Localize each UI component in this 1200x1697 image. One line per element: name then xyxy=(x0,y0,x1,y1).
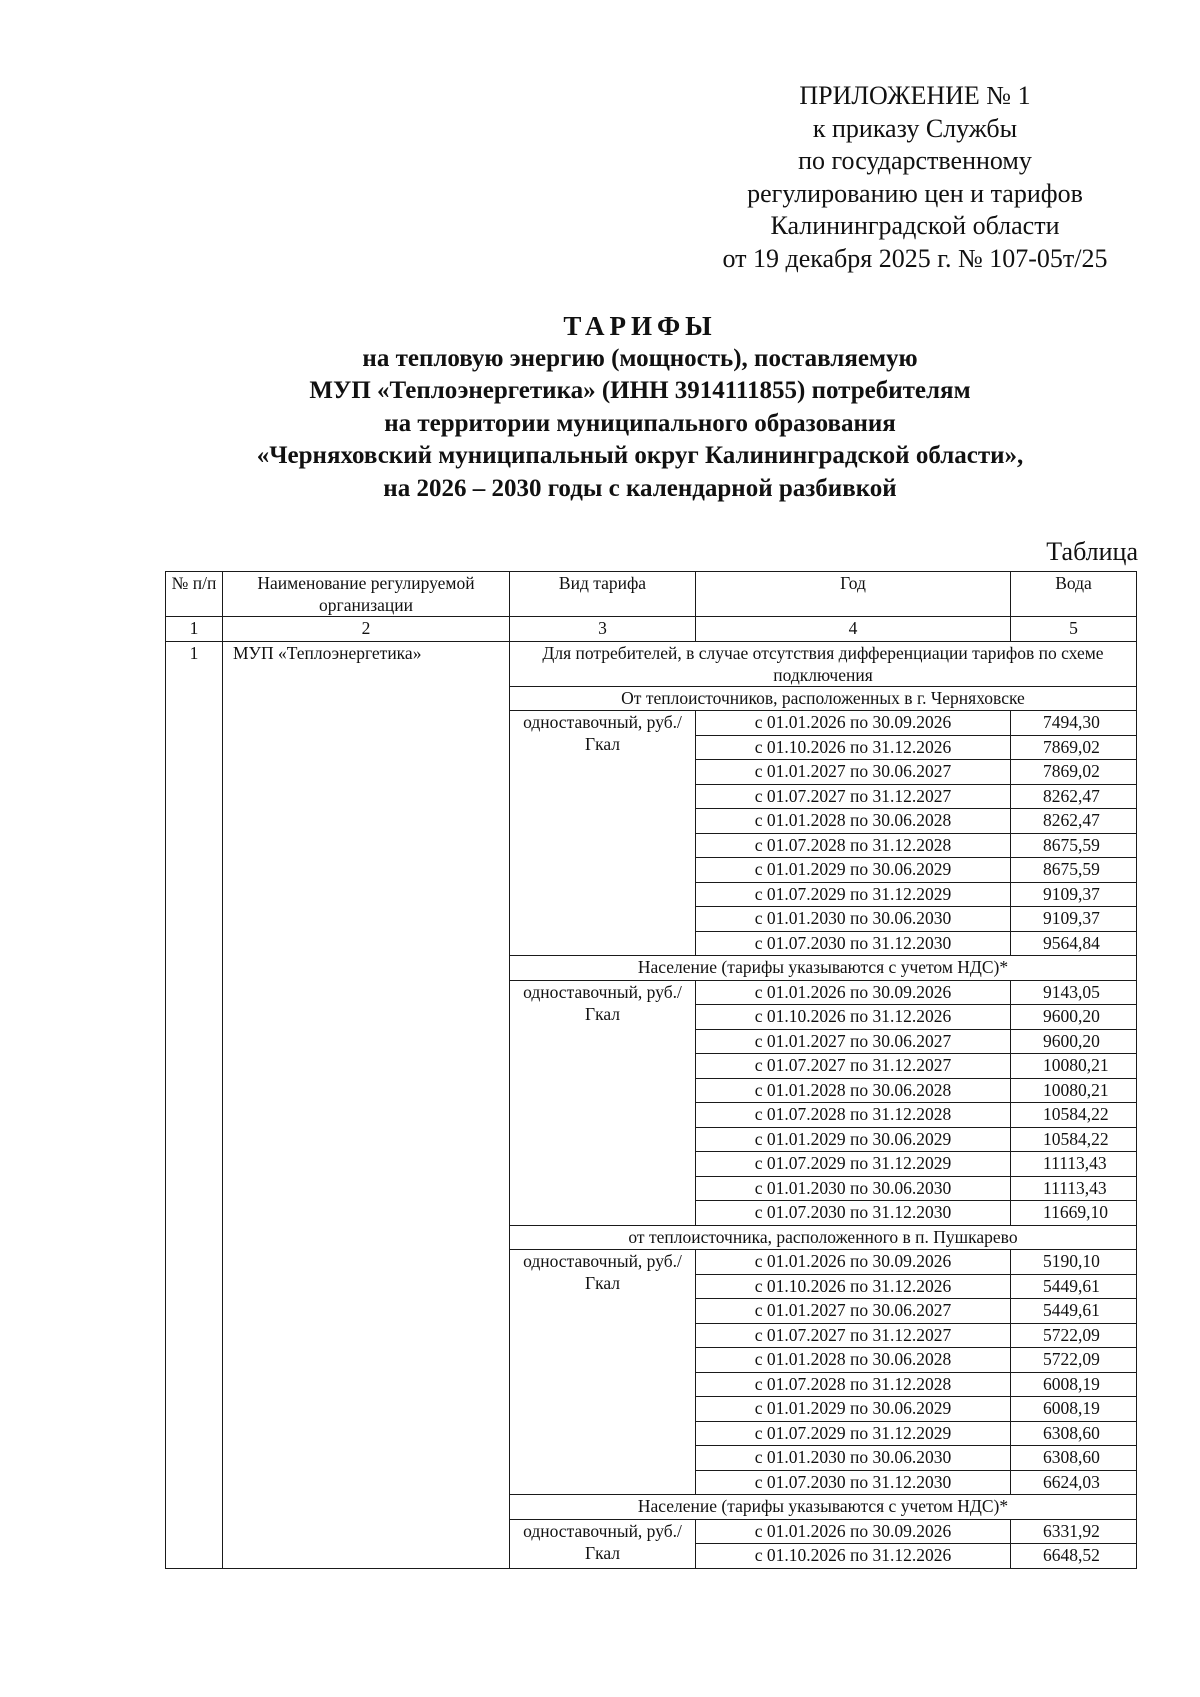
consumers-note: Для потребителей, в случае отсутствия дифференциации тарифов по схеме подключения xyxy=(510,641,1137,686)
title-line: МУП «Теплоэнергетика» (ИНН 3914111855) потребителям xyxy=(309,377,971,404)
value-cell: 9109,37 xyxy=(1011,907,1137,932)
title-line: на 2026 – 2030 годы с календарной разбивкой xyxy=(383,474,897,502)
value-cell: 9600,20 xyxy=(1011,1005,1137,1030)
header-row xyxy=(166,572,1137,617)
period-cell: с 01.01.2028 по 30.06.2028 xyxy=(696,1078,1011,1103)
header-water: Вода xyxy=(1011,572,1137,617)
row-number: 1 xyxy=(166,641,223,1568)
column-number: 5 xyxy=(1011,617,1137,642)
period-cell: с 01.07.2029 по 31.12.2029 xyxy=(696,882,1011,907)
period-cell: с 01.01.2029 по 30.06.2029 xyxy=(696,1397,1011,1422)
value-cell: 9109,37 xyxy=(1011,882,1137,907)
appendix-line: по государственному xyxy=(798,146,1032,175)
tariff-type: одноставочный, руб./Гкал xyxy=(510,1250,696,1495)
period-cell: с 01.07.2028 по 31.12.2028 xyxy=(696,1372,1011,1397)
appendix-line: ПРИЛОЖЕНИЕ № 1 xyxy=(799,81,1031,110)
value-cell: 11669,10 xyxy=(1011,1201,1137,1226)
value-cell: 7869,02 xyxy=(1011,760,1137,785)
value-cell: 5722,09 xyxy=(1011,1323,1137,1348)
value-cell: 6648,52 xyxy=(1011,1544,1137,1569)
group-label: Население (тарифы указываются с учетом НДС)* xyxy=(510,956,1137,981)
period-cell: с 01.10.2026 по 31.12.2026 xyxy=(696,1005,1011,1030)
organization-name: МУП «Теплоэнергетика» xyxy=(223,641,510,1568)
value-cell: 7494,30 xyxy=(1011,711,1137,736)
value-cell: 8675,59 xyxy=(1011,858,1137,883)
value-cell: 11113,43 xyxy=(1011,1176,1137,1201)
tariff-type: одноставочный, руб./Гкал xyxy=(510,1519,696,1568)
value-cell: 10080,21 xyxy=(1011,1078,1137,1103)
value-cell: 9143,05 xyxy=(1011,980,1137,1005)
column-number: 1 xyxy=(166,617,223,642)
value-cell: 8675,59 xyxy=(1011,833,1137,858)
table-caption: Таблица xyxy=(1046,537,1138,566)
consumer-note-row xyxy=(166,641,1137,686)
document-title xyxy=(140,310,1140,505)
value-cell: 6308,60 xyxy=(1011,1446,1137,1471)
period-cell: с 01.01.2028 по 30.06.2028 xyxy=(696,809,1011,834)
value-cell: 11113,43 xyxy=(1011,1152,1137,1177)
period-cell: с 01.01.2030 по 30.06.2030 xyxy=(696,907,1011,932)
period-cell: с 01.01.2027 по 30.06.2027 xyxy=(696,1299,1011,1324)
period-cell: с 01.07.2028 по 31.12.2028 xyxy=(696,833,1011,858)
period-cell: с 01.01.2026 по 30.09.2026 xyxy=(696,980,1011,1005)
tariff-type: одноставочный, руб./Гкал xyxy=(510,980,696,1225)
group-label: от теплоисточника, расположенного в п. Пушкарево xyxy=(510,1225,1137,1250)
value-cell: 7869,02 xyxy=(1011,735,1137,760)
title-line: на территории муниципального образования xyxy=(384,409,896,437)
title-line: на тепловую энергию (мощность), поставляемую xyxy=(362,344,918,372)
value-cell: 5722,09 xyxy=(1011,1348,1137,1373)
appendix-line: от 19 декабря 2025 г. № 107-05т/25 xyxy=(722,243,1108,273)
period-cell: с 01.07.2030 по 31.12.2030 xyxy=(696,1201,1011,1226)
value-cell: 10080,21 xyxy=(1011,1054,1137,1079)
value-cell: 5190,10 xyxy=(1011,1250,1137,1275)
period-cell: с 01.01.2029 по 30.06.2029 xyxy=(696,858,1011,883)
period-cell: с 01.01.2028 по 30.06.2028 xyxy=(696,1348,1011,1373)
column-number: 2 xyxy=(223,617,510,642)
period-cell: с 01.10.2026 по 31.12.2026 xyxy=(696,1544,1011,1569)
value-cell: 8262,47 xyxy=(1011,784,1137,809)
column-number: 3 xyxy=(510,617,696,642)
group-label: Население (тарифы указываются с учетом НДС)* xyxy=(510,1495,1137,1520)
value-cell: 8262,47 xyxy=(1011,809,1137,834)
value-cell: 9600,20 xyxy=(1011,1029,1137,1054)
value-cell: 10584,22 xyxy=(1011,1103,1137,1128)
header-no: № п/п xyxy=(166,572,223,617)
period-cell: с 01.01.2027 по 30.06.2027 xyxy=(696,760,1011,785)
value-cell: 9564,84 xyxy=(1011,931,1137,956)
value-cell: 6624,03 xyxy=(1011,1470,1137,1495)
column-number: 4 xyxy=(696,617,1011,642)
header-org: Наименование регулируемой организации xyxy=(223,572,510,617)
value-cell: 5449,61 xyxy=(1011,1274,1137,1299)
period-cell: с 01.07.2030 по 31.12.2030 xyxy=(696,1470,1011,1495)
period-cell: с 01.01.2030 по 30.06.2030 xyxy=(696,1446,1011,1471)
group-label: От теплоисточников, расположенных в г. Черняховске xyxy=(510,686,1137,711)
value-cell: 6008,19 xyxy=(1011,1372,1137,1397)
appendix-line: Калининградской области xyxy=(770,211,1060,240)
period-cell: с 01.01.2027 по 30.06.2027 xyxy=(696,1029,1011,1054)
title-line: «Черняховский муниципальный округ Калининградской области», xyxy=(256,442,1024,469)
appendix-block xyxy=(690,80,1140,275)
period-cell: с 01.07.2027 по 31.12.2027 xyxy=(696,1054,1011,1079)
header-year: Год xyxy=(696,572,1011,617)
period-cell: с 01.01.2026 по 30.09.2026 xyxy=(696,1519,1011,1544)
column-number-row xyxy=(166,617,1137,642)
period-cell: с 01.10.2026 по 31.12.2026 xyxy=(696,1274,1011,1299)
period-cell: с 01.07.2027 по 31.12.2027 xyxy=(696,1323,1011,1348)
tariff-type: одноставочный, руб./Гкал xyxy=(510,711,696,956)
period-cell: с 01.07.2030 по 31.12.2030 xyxy=(696,931,1011,956)
appendix-line: к приказу Службы xyxy=(812,113,1018,143)
value-cell: 10584,22 xyxy=(1011,1127,1137,1152)
period-cell: с 01.01.2029 по 30.06.2029 xyxy=(696,1127,1011,1152)
title-heading: ТАРИФЫ xyxy=(563,311,717,341)
period-cell: с 01.07.2027 по 31.12.2027 xyxy=(696,784,1011,809)
period-cell: с 01.07.2029 по 31.12.2029 xyxy=(696,1421,1011,1446)
value-cell: 5449,61 xyxy=(1011,1299,1137,1324)
value-cell: 6331,92 xyxy=(1011,1519,1137,1544)
period-cell: с 01.07.2028 по 31.12.2028 xyxy=(696,1103,1011,1128)
period-cell: с 01.01.2026 по 30.09.2026 xyxy=(696,1250,1011,1275)
tariff-table xyxy=(165,571,1137,1569)
appendix-line: регулированию цен и тарифов xyxy=(747,178,1083,208)
value-cell: 6308,60 xyxy=(1011,1421,1137,1446)
header-tariff-type: Вид тарифа xyxy=(510,572,696,617)
period-cell: с 01.01.2030 по 30.06.2030 xyxy=(696,1176,1011,1201)
period-cell: с 01.01.2026 по 30.09.2026 xyxy=(696,711,1011,736)
value-cell: 6008,19 xyxy=(1011,1397,1137,1422)
period-cell: с 01.07.2029 по 31.12.2029 xyxy=(696,1152,1011,1177)
period-cell: с 01.10.2026 по 31.12.2026 xyxy=(696,735,1011,760)
